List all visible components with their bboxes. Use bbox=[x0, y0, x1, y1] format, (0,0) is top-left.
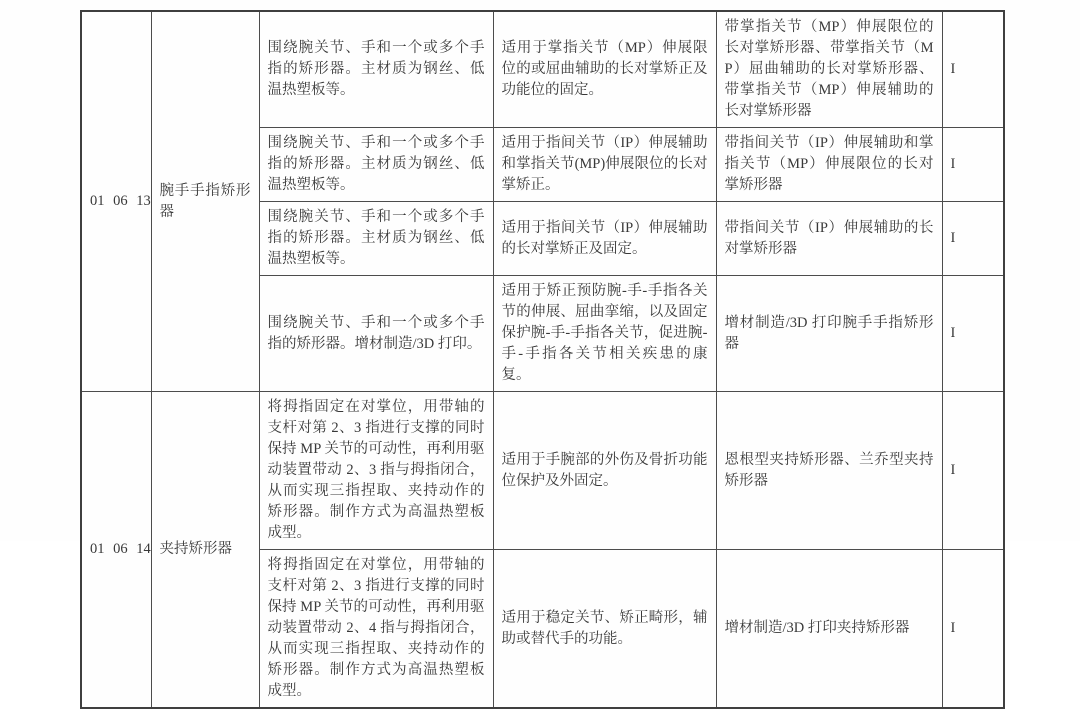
table-row bbox=[81, 392, 1004, 550]
management-class-cell: I bbox=[942, 276, 1004, 392]
code-cell: 01 06 14 bbox=[81, 392, 151, 709]
intended-use-cell: 适用于指间关节（IP）伸展辅助的长对掌矫正及固定。 bbox=[493, 202, 716, 276]
product-examples-cell: 带掌指关节（MP）伸展限位的长对掌矫形器、带掌指关节（MP）屈曲辅助的长对掌矫形器、带掌指关节（MP）伸展辅助的长对掌矫形器 bbox=[716, 11, 942, 128]
management-class-cell: I bbox=[942, 128, 1004, 202]
description-cell: 将拇指固定在对掌位，用带轴的支杆对第 2、3 指进行支撑的同时保持 MP 关节的可动性，再利用驱动装置带动 2、3 指与拇指闭合，从而实现三指捏取、夹持动作的矫形器。制作方式为高温热塑板成型。 bbox=[259, 392, 493, 550]
code-cell: 01 06 13 bbox=[81, 11, 151, 392]
category-name-cell: 腕手手指矫形器 bbox=[151, 11, 259, 392]
intended-use-cell: 适用于手腕部的外伤及骨折功能位保护及外固定。 bbox=[493, 392, 716, 550]
category-name-cell: 夹持矫形器 bbox=[151, 392, 259, 709]
classification-table bbox=[80, 10, 1005, 709]
management-class-cell: I bbox=[942, 202, 1004, 276]
intended-use-cell: 适用于稳定关节、矫正畸形，辅助或替代手的功能。 bbox=[493, 550, 716, 709]
product-examples-cell: 恩根型夹持矫形器、兰乔型夹持矫形器 bbox=[716, 392, 942, 550]
description-cell: 将拇指固定在对掌位，用带轴的支杆对第 2、3 指进行支撑的同时保持 MP 关节的可动性，再利用驱动装置带动 2、4 指与拇指闭合，从而实现三指捏取、夹持动作的矫形器。制作方式为高温热塑板成型。 bbox=[259, 550, 493, 709]
product-examples-cell: 增材制造/3D 打印夹持矫形器 bbox=[716, 550, 942, 709]
product-examples-cell: 带指间关节（IP）伸展辅助和掌指关节（MP）伸展限位的长对掌矫形器 bbox=[716, 128, 942, 202]
management-class-cell: I bbox=[942, 550, 1004, 709]
table-row bbox=[81, 11, 1004, 128]
product-examples-cell: 带指间关节（IP）伸展辅助的长对掌矫形器 bbox=[716, 202, 942, 276]
intended-use-cell: 适用于矫正预防腕-手-手指各关节的伸展、屈曲挛缩，以及固定保护腕-手-手指各关节，促进腕-手-手指各关节相关疾患的康复。 bbox=[493, 276, 716, 392]
description-cell: 围绕腕关节、手和一个或多个手指的矫形器。主材质为钢丝、低温热塑板等。 bbox=[259, 202, 493, 276]
management-class-cell: I bbox=[942, 11, 1004, 128]
intended-use-cell: 适用于掌指关节（MP）伸展限位的或屈曲辅助的长对掌矫正及功能位的固定。 bbox=[493, 11, 716, 128]
description-cell: 围绕腕关节、手和一个或多个手指的矫形器。主材质为钢丝、低温热塑板等。 bbox=[259, 11, 493, 128]
intended-use-cell: 适用于指间关节（IP）伸展辅助和掌指关节(MP)伸展限位的长对掌矫正。 bbox=[493, 128, 716, 202]
description-cell: 围绕腕关节、手和一个或多个手指的矫形器。主材质为钢丝、低温热塑板等。 bbox=[259, 128, 493, 202]
description-cell: 围绕腕关节、手和一个或多个手指的矫形器。增材制造/3D 打印。 bbox=[259, 276, 493, 392]
management-class-cell: I bbox=[942, 392, 1004, 550]
product-examples-cell: 增材制造/3D 打印腕手手指矫形器 bbox=[716, 276, 942, 392]
